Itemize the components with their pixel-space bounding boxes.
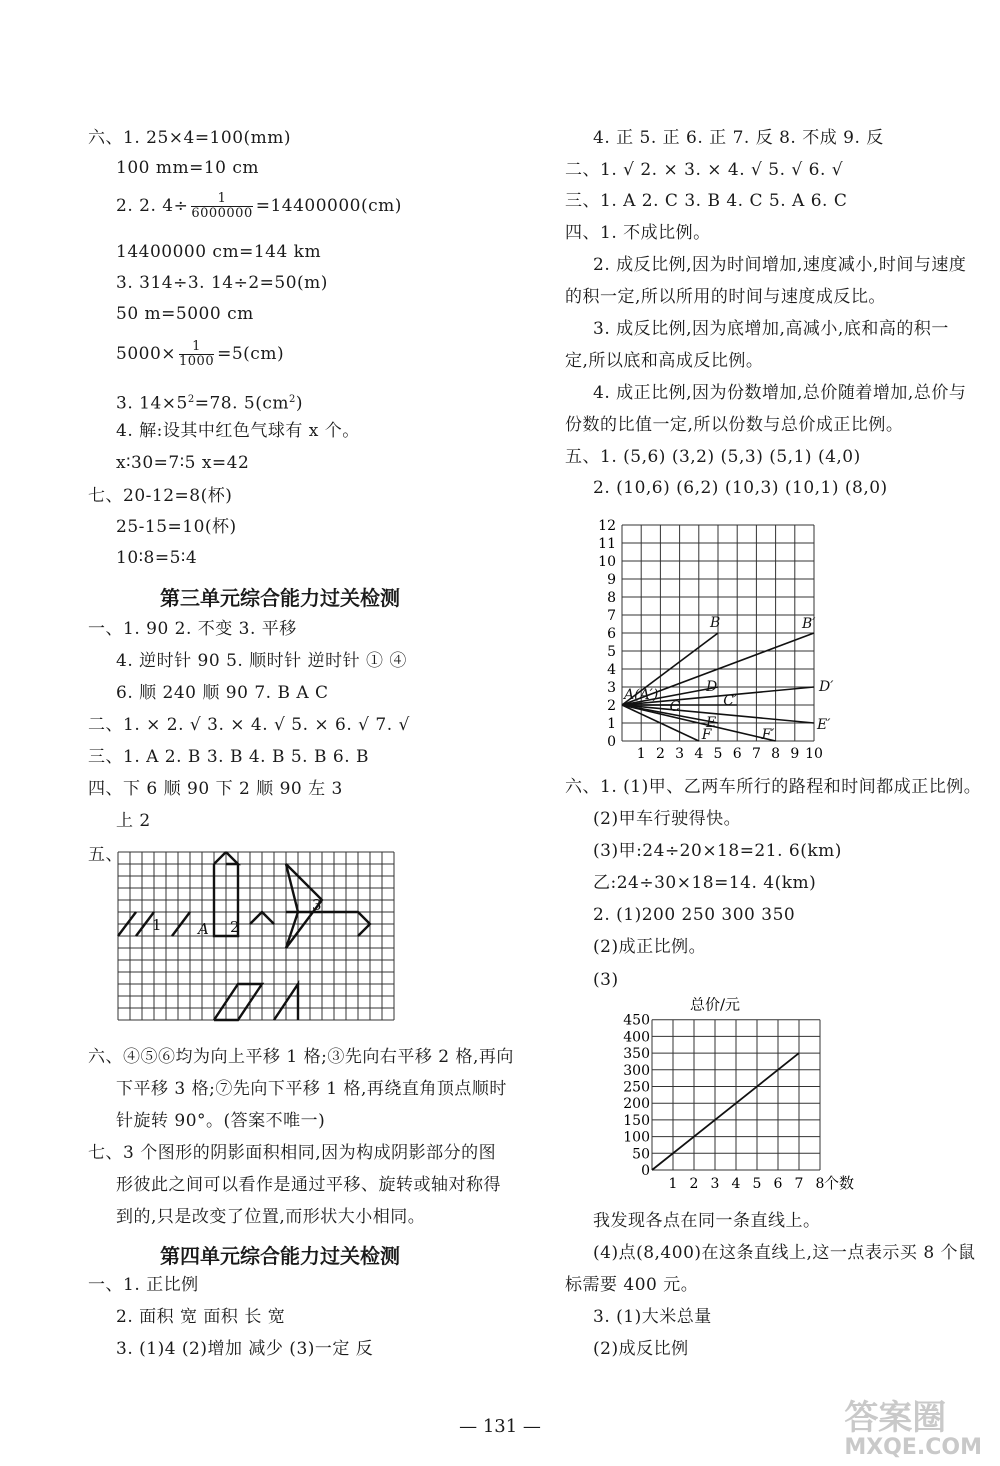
answer-line: 3. (1)大米总量 xyxy=(593,1307,712,1327)
y-tick-label: 300 xyxy=(623,1062,650,1079)
grid-label: 1 xyxy=(152,916,162,934)
answer-line: 4. 成正比例,因为份数增加,总价随着增加,总价与 xyxy=(593,383,967,403)
y-tick-label: 10 xyxy=(598,554,616,570)
price-line-chart xyxy=(620,970,860,1195)
point-label: D xyxy=(706,679,718,695)
x-tick-label: 5 xyxy=(713,746,723,762)
text: 2. 2. 4÷ xyxy=(116,196,189,216)
translation-grid xyxy=(118,852,398,1024)
x-tick-label: 3 xyxy=(675,746,685,762)
answer-line: 针旋转 90°。(答案不唯一) xyxy=(116,1111,326,1131)
x-tick-label: 5 xyxy=(752,1176,762,1192)
answer-line: 3. (1)4 (2)增加 减少 (3)一定 反 xyxy=(116,1339,374,1359)
y-tick-label: 400 xyxy=(623,1029,650,1046)
answer-line: 上 2 xyxy=(116,811,151,831)
text: 5000× xyxy=(116,344,177,364)
y-tick-label: 8 xyxy=(607,590,616,606)
x-tick-label: 2 xyxy=(655,746,665,762)
answer-line: 2. (10,6) (6,2) (10,3) (10,1) (8,0) xyxy=(593,478,888,498)
y-tick-label: 350 xyxy=(623,1046,650,1063)
answer-line: 25-15=10(杯) xyxy=(116,517,237,537)
x-tick-label: 4 xyxy=(694,746,704,762)
watermark-text: MXQE.COM xyxy=(844,1435,982,1460)
y-tick-label: 2 xyxy=(607,698,616,714)
y-tick-label: 100 xyxy=(623,1129,650,1146)
grid-label: 3 xyxy=(312,896,322,914)
answer-line: (3) xyxy=(593,970,619,990)
answer-line: x∶30=7∶5 x=42 xyxy=(116,453,250,473)
answer-line: 下平移 3 格;⑦先向下平移 1 格,再绕直角顶点顺时 xyxy=(116,1079,507,1099)
x-tick-label: 4 xyxy=(731,1176,741,1192)
text: ) xyxy=(295,393,303,414)
point-label: E xyxy=(706,715,717,731)
answer-line: 3. 成反比例,因为底增加,高减小,底和高的积一 xyxy=(593,319,949,339)
y-tick-label: 150 xyxy=(623,1112,650,1129)
shape-arrow-up xyxy=(226,852,238,864)
point-label: A(A′) xyxy=(624,687,659,703)
x-tick-label: 7 xyxy=(751,746,761,762)
answer-line: 的积一定,所以所用的时间与速度成反比。 xyxy=(565,287,886,307)
y-tick-label: 50 xyxy=(632,1146,650,1163)
answer-line-fraction xyxy=(116,340,284,369)
answer-line: 50 m=5000 cm xyxy=(116,304,254,324)
answer-line: 标需要 400 元。 xyxy=(565,1275,699,1295)
y-tick-label: 0 xyxy=(641,1163,650,1179)
answer-line: 4. 逆时针 90 5. 顺时针 逆时针 ① ④ xyxy=(116,651,407,671)
y-tick-label: 12 xyxy=(598,518,616,534)
x-axis-label: 个数 xyxy=(824,1174,855,1192)
superscript: 2 xyxy=(187,394,195,405)
point-label: F xyxy=(701,727,712,743)
watermark-text: 答案圈 xyxy=(844,1398,947,1438)
x-tick-label: 6 xyxy=(732,746,742,762)
answer-line: (2)成正比例。 xyxy=(593,937,707,957)
x-tick-label: 6 xyxy=(773,1176,783,1192)
answer-line: 六、1. (1)甲、乙两车所行的路程和时间都成正比例。 xyxy=(565,777,982,797)
answer-line: 四、1. 不成比例。 xyxy=(565,223,711,243)
text: =78. 5(cm xyxy=(194,393,289,414)
answer-line: 三、1. A 2. B 3. B 4. B 5. B 6. B xyxy=(88,747,370,767)
y-tick-label: 5 xyxy=(607,644,616,660)
watermark-logo xyxy=(844,1400,982,1460)
fraction xyxy=(191,192,252,221)
point-label: F′ xyxy=(761,727,775,743)
section-heading: 第三单元综合能力过关检测 xyxy=(160,586,400,610)
answer-line: 五、1. (5,6) (3,2) (5,3) (5,1) (4,0) xyxy=(565,447,861,467)
text: 3. 14×5 xyxy=(116,393,188,414)
text: =14400000(cm) xyxy=(255,196,402,216)
grid-label: A xyxy=(198,920,209,938)
y-tick-label: 0 xyxy=(607,734,616,750)
answer-line: 定,所以底和高成反比例。 xyxy=(565,351,764,371)
answer-line: 4. 正 5. 正 6. 正 7. 反 8. 不成 9. 反 xyxy=(593,128,884,148)
y-tick-label: 6 xyxy=(607,626,616,642)
point-label: E′ xyxy=(817,717,831,733)
answer-line: 3. 314÷3. 14÷2=50(m) xyxy=(116,273,328,293)
answer-line: 形彼此之间可以看作是通过平移、旋转或轴对称得 xyxy=(116,1175,501,1195)
text: =5(cm) xyxy=(217,344,285,364)
section-heading: 第四单元综合能力过关检测 xyxy=(160,1244,400,1268)
answer-line: (4)点(8,400)在这条直线上,这一点表示买 8 个鼠 xyxy=(593,1243,976,1263)
y-tick-label: 11 xyxy=(598,536,616,552)
y-tick-label: 9 xyxy=(607,572,616,588)
answer-line: 七、20-12=8(杯) xyxy=(88,486,233,506)
coordinate-grid-chart xyxy=(590,508,834,763)
answer-line: (2)甲车行驶得快。 xyxy=(593,809,742,829)
page-number: — 131 — xyxy=(459,1416,541,1437)
answer-line: (2)成反比例 xyxy=(593,1339,689,1359)
y-tick-label: 4 xyxy=(607,662,616,678)
x-tick-label: 10 xyxy=(805,746,823,762)
answer-line: 乙:24÷30×18=14. 4(km) xyxy=(593,873,817,893)
answer-line: 2. 面积 宽 面积 长 宽 xyxy=(116,1307,286,1327)
answer-line: 到的,只是改变了位置,而形状大小相同。 xyxy=(116,1207,426,1227)
numerator: 1 xyxy=(179,340,214,355)
superscript: 2 xyxy=(288,394,296,405)
answer-line xyxy=(116,390,303,414)
x-tick-label: 1 xyxy=(636,746,646,762)
grid-label: 2 xyxy=(230,918,240,936)
x-tick-label: 7 xyxy=(794,1176,804,1192)
answer-line: 6. 顺 240 顺 90 7. B A C xyxy=(116,683,329,703)
answer-line-fraction xyxy=(116,192,402,221)
answer-line: 四、下 6 顺 90 下 2 顺 90 左 3 xyxy=(88,779,343,799)
y-tick-label: 7 xyxy=(607,608,616,624)
answer-line: 七、3 个图形的阴影面积相同,因为构成阴影部分的图 xyxy=(88,1143,497,1163)
answer-line: 一、1. 90 2. 不变 3. 平移 xyxy=(88,619,297,639)
fraction xyxy=(179,340,214,369)
answer-line: 一、1. 正比例 xyxy=(88,1275,199,1295)
answer-line: 三、1. A 2. C 3. B 4. C 5. A 6. C xyxy=(565,191,848,211)
x-tick-label: 8 xyxy=(815,1176,825,1192)
y-tick-label: 250 xyxy=(623,1079,650,1096)
denominator: 1000 xyxy=(179,354,215,369)
point-label: D′ xyxy=(819,679,834,695)
answer-line: 五、 xyxy=(88,845,123,865)
x-tick-label: 3 xyxy=(710,1176,720,1192)
point-label: B xyxy=(710,615,721,631)
numerator: 1 xyxy=(191,192,252,207)
answer-line: 我发现各点在同一条直线上。 xyxy=(593,1211,821,1231)
answer-line: 2. 成反比例,因为时间增加,速度减小,时间与速度 xyxy=(593,255,967,275)
y-axis-label: 总价/元 xyxy=(690,995,741,1014)
y-tick-label: 3 xyxy=(607,680,616,696)
y-tick-label: 200 xyxy=(623,1096,650,1113)
answer-line: 六、④⑤⑥均为向上平移 1 格;③先向右平移 2 格,再向 xyxy=(88,1047,514,1067)
shape-arrow-up xyxy=(214,852,226,864)
x-tick-label: 1 xyxy=(668,1176,678,1192)
answer-line: 份数的比值一定,所以份数与总价成正比例。 xyxy=(565,415,904,435)
point-label: B′ xyxy=(802,616,816,632)
point-label: C xyxy=(669,699,681,715)
x-tick-label: 2 xyxy=(689,1176,699,1192)
x-tick-label: 8 xyxy=(771,746,781,762)
answer-line: 100 mm=10 cm xyxy=(116,158,260,178)
denominator: 6000000 xyxy=(191,206,253,221)
answer-line: 10∶8=5∶4 xyxy=(116,548,198,568)
answer-line: 4. 解:设其中红色气球有 x 个。 xyxy=(116,421,360,441)
answer-line: 二、1. √ 2. × 3. × 4. √ 5. √ 6. √ xyxy=(565,160,844,180)
y-tick-label: 450 xyxy=(623,1012,650,1029)
answer-line: 2. (1)200 250 300 350 xyxy=(593,905,796,925)
answer-line: 14400000 cm=144 km xyxy=(116,242,322,262)
data-line xyxy=(652,1053,799,1170)
answer-line: 二、1. × 2. √ 3. × 4. √ 5. × 6. √ 7. √ xyxy=(88,715,410,735)
answer-line: (3)甲:24÷20×18=21. 6(km) xyxy=(593,841,842,861)
y-tick-label: 1 xyxy=(607,716,616,732)
point-label: C′ xyxy=(723,693,738,709)
x-tick-label: 9 xyxy=(790,746,800,762)
answer-line: 六、1. 25×4=100(mm) xyxy=(88,128,292,148)
